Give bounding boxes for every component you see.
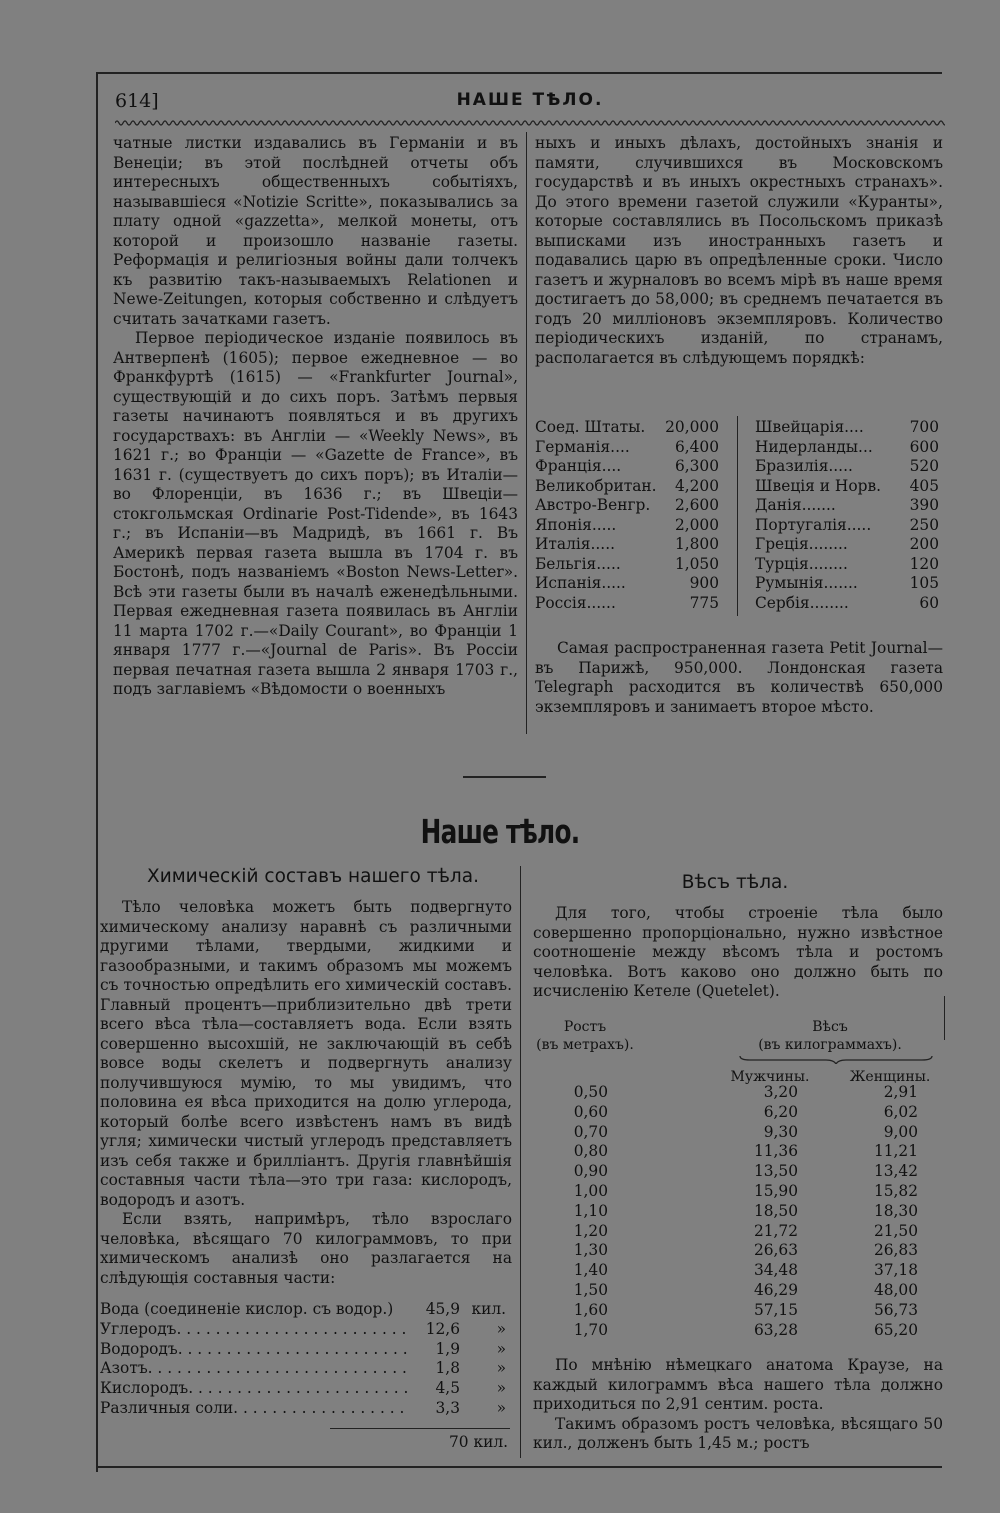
height-value: 1,40 bbox=[573, 1261, 608, 1280]
country-name: Греція........ bbox=[755, 535, 848, 553]
paragraph: Тѣло человѣка можетъ быть подвергнуто химическому анализу наравнѣ съ различными другими тѣлами, твердыми, жидкими и газообразными, и такимъ образомъ мы можемъ съ точностью опредѣлить его химическій составъ. Главный процентъ—приблизительно двѣ трети всего вѣса тѣла—составляетъ вода. Если взять совершенно высохшій, не заключающій въ себѣ вовсе воды скелетъ и подвергнуть анализу получившуюся мумію, то мы увидимъ, что половина ея вѣса приходится на долю углерода, который болѣе всего извѣстенъ намъ въ видѣ угля; химически чистый углеродъ представляетъ изъ себя также и брилліантъ. Другія главнѣйшія составныя части тѣла—это три газа: кислородъ, водородъ и азотъ. bbox=[100, 898, 512, 1209]
men-header: Мужчины. bbox=[730, 1069, 810, 1085]
height-value: 1,10 bbox=[573, 1201, 608, 1220]
running-header bbox=[115, 90, 945, 116]
weight-header: Вѣсъ bbox=[812, 1019, 848, 1035]
weight-row bbox=[530, 1182, 918, 1202]
height-value: 0,80 bbox=[573, 1142, 608, 1161]
weight-row bbox=[530, 1222, 918, 1242]
chem-title: Химическій составъ нашего тѣла. bbox=[147, 866, 479, 887]
country-row bbox=[535, 555, 725, 575]
column-divider bbox=[526, 132, 527, 734]
men-weight: 6,20 bbox=[763, 1102, 798, 1121]
composition-label: Углеродъ bbox=[100, 1319, 177, 1338]
composition-value: 1,9 bbox=[435, 1339, 460, 1358]
men-weight: 63,28 bbox=[753, 1320, 798, 1339]
leader-dots bbox=[148, 1359, 408, 1379]
composition-value: 12,6 bbox=[425, 1319, 460, 1338]
paragraph: Самая распространенная газета Petit Journal—въ Парижѣ, 950,000. Лондонская газета Telegraph расходится въ количествѣ 650,000 экземпляровъ и занимаетъ второе мѣсто. bbox=[535, 639, 943, 716]
country-name: Соед. Штаты. bbox=[535, 418, 646, 436]
men-weight: 15,90 bbox=[753, 1181, 798, 1200]
weight-table bbox=[530, 1083, 918, 1340]
country-count: 4,200 bbox=[674, 476, 719, 495]
country-table-right bbox=[755, 418, 945, 613]
weight-row bbox=[530, 1281, 918, 1301]
weight-row bbox=[530, 1321, 918, 1341]
country-row bbox=[755, 574, 945, 594]
chem-composition-list bbox=[100, 1300, 506, 1419]
composition-row bbox=[100, 1379, 506, 1399]
country-name: Португалія..... bbox=[755, 515, 872, 534]
paragraph: Такимъ образомъ ростъ человѣка, вѣсящаго 50 кил., долженъ быть 1,45 м.; ростъ bbox=[533, 1414, 943, 1452]
country-row bbox=[535, 594, 725, 614]
chem-total: 70 кил. bbox=[448, 1433, 508, 1451]
section-title: Наше тѣло. bbox=[420, 812, 580, 851]
country-row bbox=[755, 438, 945, 458]
weight-row bbox=[530, 1142, 918, 1162]
paragraph: По мнѣнію нѣмецкаго анатома Краузе, на каждый килограммъ вѣса нашего тѣла должно приходиться по 2,91 сентим. роста. bbox=[533, 1356, 943, 1413]
men-weight: 18,50 bbox=[753, 1201, 798, 1220]
running-title: НАШЕ ТѢЛО. bbox=[456, 90, 604, 110]
country-name: Бельгія..... bbox=[535, 554, 621, 573]
weight-row bbox=[530, 1261, 918, 1281]
height-unit: (въ метрахъ). bbox=[536, 1037, 634, 1053]
bottom-rule bbox=[96, 1466, 942, 1468]
margin-mark bbox=[944, 996, 945, 1040]
leader-dots bbox=[188, 1379, 408, 1399]
weight-row bbox=[530, 1123, 918, 1143]
height-value: 1,30 bbox=[573, 1241, 608, 1260]
country-count: 1,050 bbox=[674, 554, 719, 573]
weight-after bbox=[533, 1356, 943, 1454]
weight-row bbox=[530, 1241, 918, 1261]
height-value: 1,60 bbox=[573, 1300, 608, 1319]
men-weight: 13,50 bbox=[753, 1162, 798, 1181]
country-name: Данія....... bbox=[755, 496, 836, 514]
country-count: 900 bbox=[689, 574, 719, 592]
men-weight: 26,63 bbox=[753, 1241, 798, 1260]
women-weight: 2,91 bbox=[883, 1083, 918, 1101]
women-weight: 15,82 bbox=[873, 1181, 918, 1200]
weight-table-header bbox=[530, 1018, 940, 1088]
country-row bbox=[755, 555, 945, 575]
height-value: 1,50 bbox=[573, 1280, 608, 1299]
country-count: 405 bbox=[909, 476, 939, 495]
country-count: 390 bbox=[909, 496, 939, 514]
country-name: Италія..... bbox=[535, 535, 615, 553]
composition-label: Азотъ bbox=[100, 1359, 148, 1378]
page-number: 614] bbox=[115, 90, 159, 112]
composition-unit: » bbox=[496, 1398, 506, 1417]
country-name: Швеція и Норв. bbox=[755, 476, 882, 495]
weight-row bbox=[530, 1083, 918, 1103]
women-weight: 18,30 bbox=[873, 1201, 918, 1220]
newspaper-left-column bbox=[113, 134, 518, 700]
country-row bbox=[535, 418, 725, 438]
weight-row bbox=[530, 1103, 918, 1123]
country-name: Сербія........ bbox=[755, 593, 849, 612]
women-weight: 56,73 bbox=[873, 1300, 918, 1319]
chem-column bbox=[100, 898, 512, 1288]
height-header: Ростъ bbox=[563, 1019, 607, 1035]
leader-dots bbox=[178, 1340, 408, 1360]
weight-brace bbox=[738, 1054, 934, 1064]
country-count: 600 bbox=[909, 437, 939, 456]
weight-row bbox=[530, 1202, 918, 1222]
composition-value: 4,5 bbox=[435, 1379, 460, 1398]
country-count: 120 bbox=[909, 554, 939, 573]
country-count: 2,000 bbox=[674, 515, 719, 534]
composition-unit: » bbox=[496, 1319, 506, 1338]
country-row bbox=[535, 535, 725, 555]
country-row bbox=[535, 574, 725, 594]
wavy-rule bbox=[115, 118, 945, 128]
paragraph: Если взять, напримѣръ, тѣло взрослаго человѣка, вѣсящаго 70 килограммовъ, то при химическомъ анализѣ оно разлагается на слѣдующія составныя части: bbox=[100, 1210, 512, 1287]
composition-unit: кил. bbox=[471, 1300, 506, 1318]
composition-unit: » bbox=[496, 1359, 506, 1378]
total-rule bbox=[330, 1428, 510, 1429]
composition-unit: » bbox=[496, 1339, 506, 1358]
composition-unit: » bbox=[496, 1379, 506, 1398]
women-header: Женщины. bbox=[849, 1069, 931, 1085]
country-row bbox=[535, 516, 725, 536]
country-row bbox=[535, 438, 725, 458]
women-weight: 13,42 bbox=[873, 1162, 918, 1181]
height-value: 0,90 bbox=[573, 1162, 608, 1181]
country-row bbox=[755, 516, 945, 536]
women-weight: 48,00 bbox=[873, 1280, 918, 1299]
paragraph: Для того, чтобы строеніе тѣла было совершенно пропорціонально, нужно извѣстное соотношеніе между вѣсомъ тѣла и ростомъ человѣка. Вотъ каково оно должно быть по исчисленію Кетеле (Quetelet). bbox=[533, 904, 943, 1000]
paragraph: ныхъ и иныхъ дѣлахъ, достойныхъ знанія и памяти, случившихся въ Московскомъ государствѣ и въ иныхъ окрестныхъ странахъ». До этого времени газетой служили «Куранты», которые составлялись въ Посольскомъ приказѣ выписками изъ иностранныхъ газетъ и подавались царю въ опредѣленные сроки. Число газетъ и журналовъ во всемъ мірѣ въ наше время достигаетъ до 58,000; въ среднемъ печатается въ годъ 20 милліоновъ экземпляровъ. Количество періодическихъ изданій, по странамъ, располагается въ слѣдующемъ порядкѣ: bbox=[535, 134, 943, 367]
country-row bbox=[755, 535, 945, 555]
country-row bbox=[755, 457, 945, 477]
country-name: Великобритан. bbox=[535, 476, 657, 495]
composition-value: 1,8 bbox=[435, 1359, 460, 1378]
height-value: 0,50 bbox=[573, 1083, 608, 1101]
newspaper-right-column bbox=[535, 134, 943, 368]
country-name: Японія..... bbox=[535, 515, 617, 534]
country-name: Нидерланды... bbox=[755, 437, 873, 456]
composition-row bbox=[100, 1320, 506, 1340]
country-count: 105 bbox=[909, 574, 939, 592]
weight-unit: (въ килограммахъ). bbox=[758, 1037, 902, 1053]
weight-row bbox=[530, 1162, 918, 1182]
men-weight: 3,20 bbox=[763, 1083, 798, 1101]
country-count: 250 bbox=[909, 515, 939, 534]
country-name: Германія.... bbox=[535, 437, 630, 456]
newspaper-closing bbox=[535, 639, 943, 717]
men-weight: 57,15 bbox=[753, 1300, 798, 1319]
men-weight: 11,36 bbox=[753, 1142, 798, 1161]
country-name: Франція.... bbox=[535, 457, 622, 475]
women-weight: 9,00 bbox=[883, 1122, 918, 1141]
composition-row bbox=[100, 1359, 506, 1379]
height-value: 0,60 bbox=[573, 1102, 608, 1121]
page-frame-left bbox=[96, 72, 98, 1472]
composition-row bbox=[100, 1300, 506, 1320]
height-value: 1,70 bbox=[573, 1320, 608, 1339]
table-divider bbox=[737, 416, 738, 616]
country-name: Испанія..... bbox=[535, 574, 626, 592]
country-name: Австро-Венгр. bbox=[535, 496, 651, 514]
weight-intro bbox=[533, 904, 943, 1002]
height-value: 1,20 bbox=[573, 1221, 608, 1240]
composition-label: Вода (соединеніе кислор. съ водор.) bbox=[100, 1300, 394, 1318]
height-value: 1,00 bbox=[573, 1181, 608, 1200]
country-count: 60 bbox=[919, 593, 939, 612]
women-weight: 37,18 bbox=[873, 1261, 918, 1280]
weight-row bbox=[530, 1301, 918, 1321]
leader-dots bbox=[233, 1399, 408, 1419]
men-weight: 34,48 bbox=[753, 1261, 798, 1280]
country-table-left bbox=[535, 418, 725, 613]
country-name: Швейцарія.... bbox=[755, 418, 864, 436]
men-weight: 21,72 bbox=[753, 1221, 798, 1240]
composition-row bbox=[100, 1399, 506, 1419]
leader-dots bbox=[176, 1320, 408, 1340]
country-row bbox=[755, 496, 945, 516]
top-rule bbox=[96, 72, 942, 74]
composition-row bbox=[100, 1340, 506, 1360]
country-count: 6,300 bbox=[674, 457, 719, 475]
country-count: 20,000 bbox=[665, 418, 719, 436]
women-weight: 65,20 bbox=[873, 1320, 918, 1339]
paragraph: чатные листки издавались въ Германіи и въ Венеціи; въ этой послѣдней отчеты объ интересныхъ общественныхъ событіяхъ, называвшіеся «Notizie Scritte», показывались за плату одной «gazzetta», мелкой монеты, отъ которой и произошло названіе газеты. Реформація и религіозныя войны дали толчекъ къ развитію такъ-называемыхъ Relationen и Newe-Zeitungen, которыя собственно и слѣдуетъ считать зачатками газетъ. bbox=[113, 134, 518, 328]
country-count: 700 bbox=[909, 418, 939, 436]
country-count: 200 bbox=[909, 535, 939, 553]
weight-title: Вѣсъ тѣла. bbox=[681, 872, 789, 893]
men-weight: 46,29 bbox=[753, 1280, 798, 1299]
women-weight: 21,50 bbox=[873, 1221, 918, 1240]
composition-label: Водородъ bbox=[100, 1339, 178, 1358]
country-name: Румынія....... bbox=[755, 574, 858, 592]
country-name: Бразилія..... bbox=[755, 457, 853, 475]
country-row bbox=[535, 477, 725, 497]
paragraph: Первое періодическое изданіе появилось въ Антверпенѣ (1605); первое ежедневное — во Франкфуртѣ (1615) — «Frankfurter Journal», существующій и до сихъ поръ. Затѣмъ первыя газеты начинаютъ появляться и въ другихъ государствахъ: въ Англіи — «Weekly News», въ 1621 г.; во Франціи — «Gazette de France», въ 1631 г. (существуетъ до сихъ поръ); въ Италіи—во Флоренціи, въ 1636 г.; въ Швеціи—стокгольмская Ordinarie Post-Tidende», въ 1643 г.; въ Испаніи—въ Мадридѣ, въ 1661 г. Въ Америкѣ первая газета вышла въ 1704 г. въ Бостонѣ, подъ названіемъ «Boston News-Letter». Всѣ эти газеты были въ началѣ еженедѣльными. Первая ежедневная газета появилась въ Англіи 11 марта 1702 г.—«Daily Courant», во Франціи 1 января 1777 г.—«Journal de Paris». Въ Россіи первая печатная газета вышла 2 января 1703 г., подъ заглавіемъ «Вѣдомости о военныхъ bbox=[113, 329, 518, 698]
country-count: 2,600 bbox=[674, 496, 719, 514]
country-row bbox=[535, 457, 725, 477]
men-weight: 9,30 bbox=[763, 1122, 798, 1141]
section-separator bbox=[463, 776, 546, 778]
women-weight: 6,02 bbox=[883, 1102, 918, 1121]
country-count: 520 bbox=[909, 457, 939, 475]
country-row bbox=[755, 594, 945, 614]
column-divider bbox=[520, 866, 521, 1458]
country-row bbox=[535, 496, 725, 516]
height-value: 0,70 bbox=[573, 1122, 608, 1141]
country-count: 1,800 bbox=[674, 535, 719, 553]
composition-value: 45,9 bbox=[425, 1300, 460, 1318]
country-count: 6,400 bbox=[674, 437, 719, 456]
country-row bbox=[755, 477, 945, 497]
composition-label: Кислородъ bbox=[100, 1379, 189, 1398]
country-name: Россія...... bbox=[535, 593, 616, 612]
country-name: Турція........ bbox=[755, 554, 848, 573]
composition-label: Различныя соли bbox=[100, 1398, 234, 1417]
country-count: 775 bbox=[689, 593, 719, 612]
women-weight: 26,83 bbox=[873, 1241, 918, 1260]
composition-value: 3,3 bbox=[435, 1398, 460, 1417]
country-row bbox=[755, 418, 945, 438]
women-weight: 11,21 bbox=[873, 1142, 918, 1161]
